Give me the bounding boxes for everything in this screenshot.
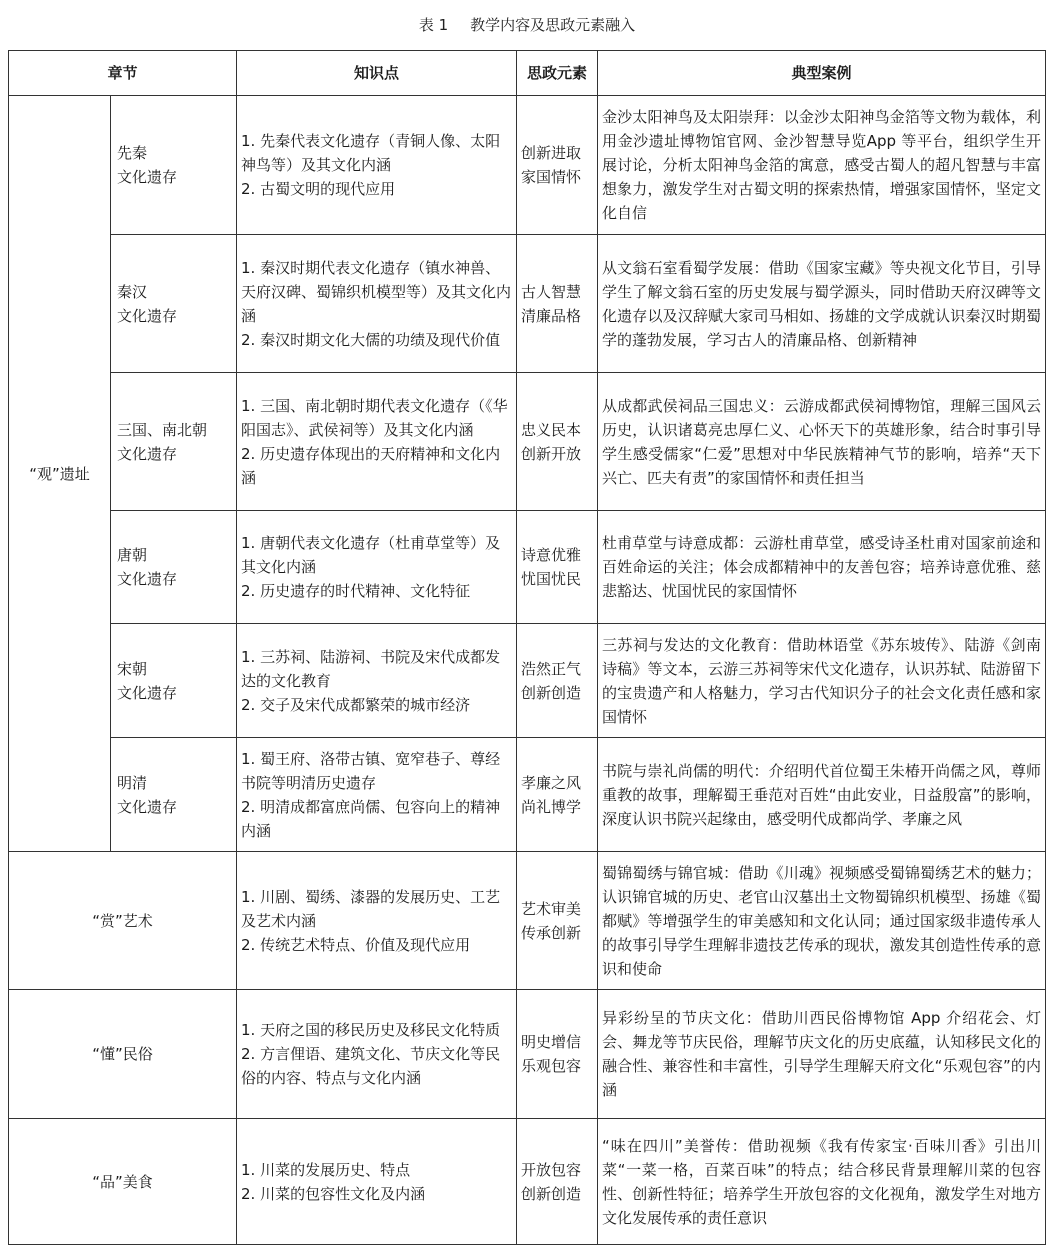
table-row (9, 990, 1046, 1119)
sub-chapter-line1: 三国、南北朝 (117, 420, 208, 439)
element-cell (517, 511, 598, 624)
knowledge-cell (237, 738, 517, 852)
header-element: 思政元素 (517, 51, 598, 96)
element-line2: 乐观包容 (521, 1057, 582, 1075)
knowledge-point-1: 1. 先秦代表文化遗存（青铜人像、太阳神鸟等）及其文化内涵 (241, 132, 501, 174)
knowledge-point-2: 2. 川菜的包容性文化及内涵 (241, 1184, 426, 1203)
element-line1: 明史增信 (521, 1033, 582, 1051)
table-row (9, 235, 1046, 373)
table-caption (0, 14, 1054, 35)
content-table (8, 50, 1046, 1245)
element-cell (517, 990, 598, 1119)
knowledge-point-2: 2. 历史遗存的时代精神、文化特征 (241, 582, 471, 600)
sub-chapter (111, 96, 237, 235)
case-cell: 异彩纷呈的节庆文化：借助川西民俗博物馆 App 介绍花会、灯会、舞龙等节庆民俗，理解节庆文化的历史底蕴，认知移民文化的融合性、兼容性和丰富性，引导学生理解天府文化“乐观包容”的内涵 (598, 990, 1046, 1119)
element-line2: 创新创造 (521, 1184, 582, 1203)
element-line1: 诗意优雅 (521, 546, 582, 564)
element-line2: 尚礼博学 (521, 797, 582, 816)
element-line2: 传承创新 (521, 923, 582, 942)
knowledge-point-2: 2. 传统艺术特点、价值及现代应用 (241, 935, 471, 954)
sub-chapter (111, 738, 237, 852)
knowledge-cell (237, 624, 517, 738)
element-cell (517, 852, 598, 990)
sub-chapter-line2: 文化遗存 (117, 683, 178, 702)
knowledge-cell (237, 96, 517, 235)
group-food: “品”美食 (9, 1119, 237, 1245)
sub-chapter (111, 373, 237, 511)
element-line2: 家国情怀 (521, 168, 582, 186)
element-line1: 浩然正气 (521, 659, 582, 678)
knowledge-point-1: 1. 三苏祠、陆游祠、书院及宋代成都发达的文化教育 (241, 647, 501, 690)
sub-chapter-line2: 文化遗存 (117, 168, 178, 186)
element-cell (517, 235, 598, 373)
sub-chapter-line2: 文化遗存 (117, 570, 178, 588)
element-line1: 开放包容 (521, 1160, 582, 1179)
knowledge-cell (237, 373, 517, 511)
sub-chapter-line1: 秦汉 (117, 282, 148, 301)
element-cell (517, 373, 598, 511)
sub-chapter (111, 624, 237, 738)
knowledge-point-1: 1. 天府之国的移民历史及移民文化特质 (241, 1021, 501, 1039)
element-line2: 创新创造 (521, 683, 582, 702)
knowledge-point-2: 2. 秦汉时期文化大儒的功绩及现代价值 (241, 330, 501, 349)
sub-chapter-line2: 文化遗存 (117, 306, 178, 325)
knowledge-cell (237, 852, 517, 990)
header-case: 典型案例 (598, 51, 1046, 96)
element-line2: 创新开放 (521, 444, 582, 463)
knowledge-point-1: 1. 川剧、蜀绣、漆器的发展历史、工艺及艺术内涵 (241, 887, 501, 930)
case-cell: 蜀锦蜀绣与锦官城：借助《川魂》视频感受蜀锦蜀绣艺术的魅力；认识锦官城的历史、老官山汉墓出土文物蜀锦织机模型、扬雄《蜀都赋》等增强学生的审美感知和文化认同；通过国家级非遗传承人的故事引导学生理解非遗技艺传承的现状，激发其创造性传承的意识和使命 (598, 852, 1046, 990)
sub-chapter-line2: 文化遗存 (117, 444, 178, 463)
header-chapter: 章节 (9, 51, 237, 96)
group-art: “赏”艺术 (9, 852, 237, 990)
element-line2: 清廉品格 (521, 306, 582, 325)
table-number: 表 1 (418, 16, 449, 34)
element-line1: 古人智慧 (521, 282, 582, 301)
knowledge-point-1: 1. 川菜的发展历史、特点 (241, 1160, 411, 1179)
sub-chapter-line1: 唐朝 (117, 546, 148, 564)
knowledge-cell (237, 1119, 517, 1245)
header-row (9, 51, 1046, 96)
element-cell (517, 1119, 598, 1245)
knowledge-point-2: 2. 古蜀文明的现代应用 (241, 180, 396, 198)
sub-chapter-line2: 文化遗存 (117, 797, 178, 816)
knowledge-cell (237, 990, 517, 1119)
table-row (9, 373, 1046, 511)
knowledge-point-2: 2. 交子及宋代成都繁荣的城市经济 (241, 695, 471, 714)
table-row (9, 624, 1046, 738)
case-cell: 从文翁石室看蜀学发展：借助《国家宝藏》等央视文化节目，引导学生了解文翁石室的历史发展与蜀学源头，同时借助天府汉碑等文化遗存以及汉辞赋大家司马相如、扬雄的文学成就认识秦汉时期蜀学的蓬勃发展，学习古人的清廉品格、创新精神 (598, 235, 1046, 373)
case-cell: 书院与崇礼尚儒的明代：介绍明代首位蜀王朱椿开尚儒之风，尊师重教的故事，理解蜀王垂范对百姓“由此安业，日益殷富”的影响，深度认识书院兴起缘由，感受明代成都尚学、孝廉之风 (598, 738, 1046, 852)
knowledge-cell (237, 511, 517, 624)
group-relics: “观”遗址 (9, 96, 111, 852)
table-row (9, 96, 1046, 235)
case-cell: 杜甫草堂与诗意成都：云游杜甫草堂，感受诗圣杜甫对国家前途和百姓命运的关注；体会成都精神中的友善包容；培养诗意优雅、慈悲豁达、忧国忧民的家国情怀 (598, 511, 1046, 624)
element-line1: 艺术审美 (521, 899, 582, 918)
case-cell: 金沙太阳神鸟及太阳崇拜：以金沙太阳神鸟金箔等文物为载体，利用金沙遗址博物馆官网、金沙智慧导览App 等平台，组织学生开展讨论，分析太阳神鸟金箔的寓意，感受古蜀人的超凡智慧与丰富想象力，激发学生对古蜀文明的探索热情，增强家国情怀，坚定文化自信 (598, 96, 1046, 235)
knowledge-point-1: 1. 唐朝代表文化遗存（杜甫草堂等）及其文化内涵 (241, 534, 501, 576)
case-cell: 从成都武侯祠品三国忠义：云游成都武侯祠博物馆，理解三国风云历史，认识诸葛亮忠厚仁义、心怀天下的英雄形象，结合时事引导学生感受儒家“仁爱”思想对中华民族精神气节的影响，培养“天下兴亡、匹夫有责”的家国情怀和责任担当 (598, 373, 1046, 511)
knowledge-cell (237, 235, 517, 373)
knowledge-point-2: 2. 历史遗存体现出的天府精神和文化内涵 (241, 444, 501, 487)
sub-chapter-line1: 明清 (117, 773, 148, 792)
header-knowledge: 知识点 (237, 51, 517, 96)
element-cell (517, 738, 598, 852)
element-line1: 孝廉之风 (521, 773, 582, 792)
knowledge-point-1: 1. 秦汉时期代表文化遗存（镇水神兽、天府汉碑、蜀锦织机模型等）及其文化内涵 (241, 258, 512, 325)
table-row (9, 1119, 1046, 1245)
element-line1: 忠义民本 (521, 420, 582, 439)
element-cell (517, 624, 598, 738)
sub-chapter-line1: 先秦 (117, 144, 148, 162)
table-row (9, 738, 1046, 852)
knowledge-point-1: 1. 蜀王府、洛带古镇、宽窄巷子、尊经书院等明清历史遗存 (241, 749, 501, 792)
case-cell: “味在四川”美誉传：借助视频《我有传家宝·百味川香》引出川菜“一菜一格，百菜百味”的特点；结合移民背景理解川菜的包容性、创新性特征；培养学生开放包容的文化视角，激发学生对地方文化发展传承的责任意识 (598, 1119, 1046, 1245)
element-line2: 忧国忧民 (521, 570, 582, 588)
group-folk: “懂”民俗 (9, 990, 237, 1119)
element-line1: 创新进取 (521, 144, 582, 162)
sub-chapter-line1: 宋朝 (117, 659, 148, 678)
element-cell (517, 96, 598, 235)
table-row (9, 511, 1046, 624)
sub-chapter (111, 235, 237, 373)
table-row (9, 852, 1046, 990)
knowledge-point-2: 2. 明清成都富庶尚儒、包容向上的精神内涵 (241, 797, 501, 840)
case-cell: 三苏祠与发达的文化教育：借助林语堂《苏东坡传》、陆游《剑南诗稿》等文本，云游三苏祠等宋代文化遗存，认识苏轼、陆游留下的宝贵遗产和人格魅力，学习古代知识分子的社会文化责任感和家国情怀 (598, 624, 1046, 738)
knowledge-point-2: 2. 方言俚语、建筑文化、节庆文化等民俗的内容、特点与文化内涵 (241, 1045, 501, 1087)
sub-chapter (111, 511, 237, 624)
knowledge-point-1: 1. 三国、南北朝时期代表文化遗存（《华阳国志》、武侯祠等）及其文化内涵 (241, 396, 508, 439)
table-title: 教学内容及思政元素融入 (470, 16, 636, 34)
